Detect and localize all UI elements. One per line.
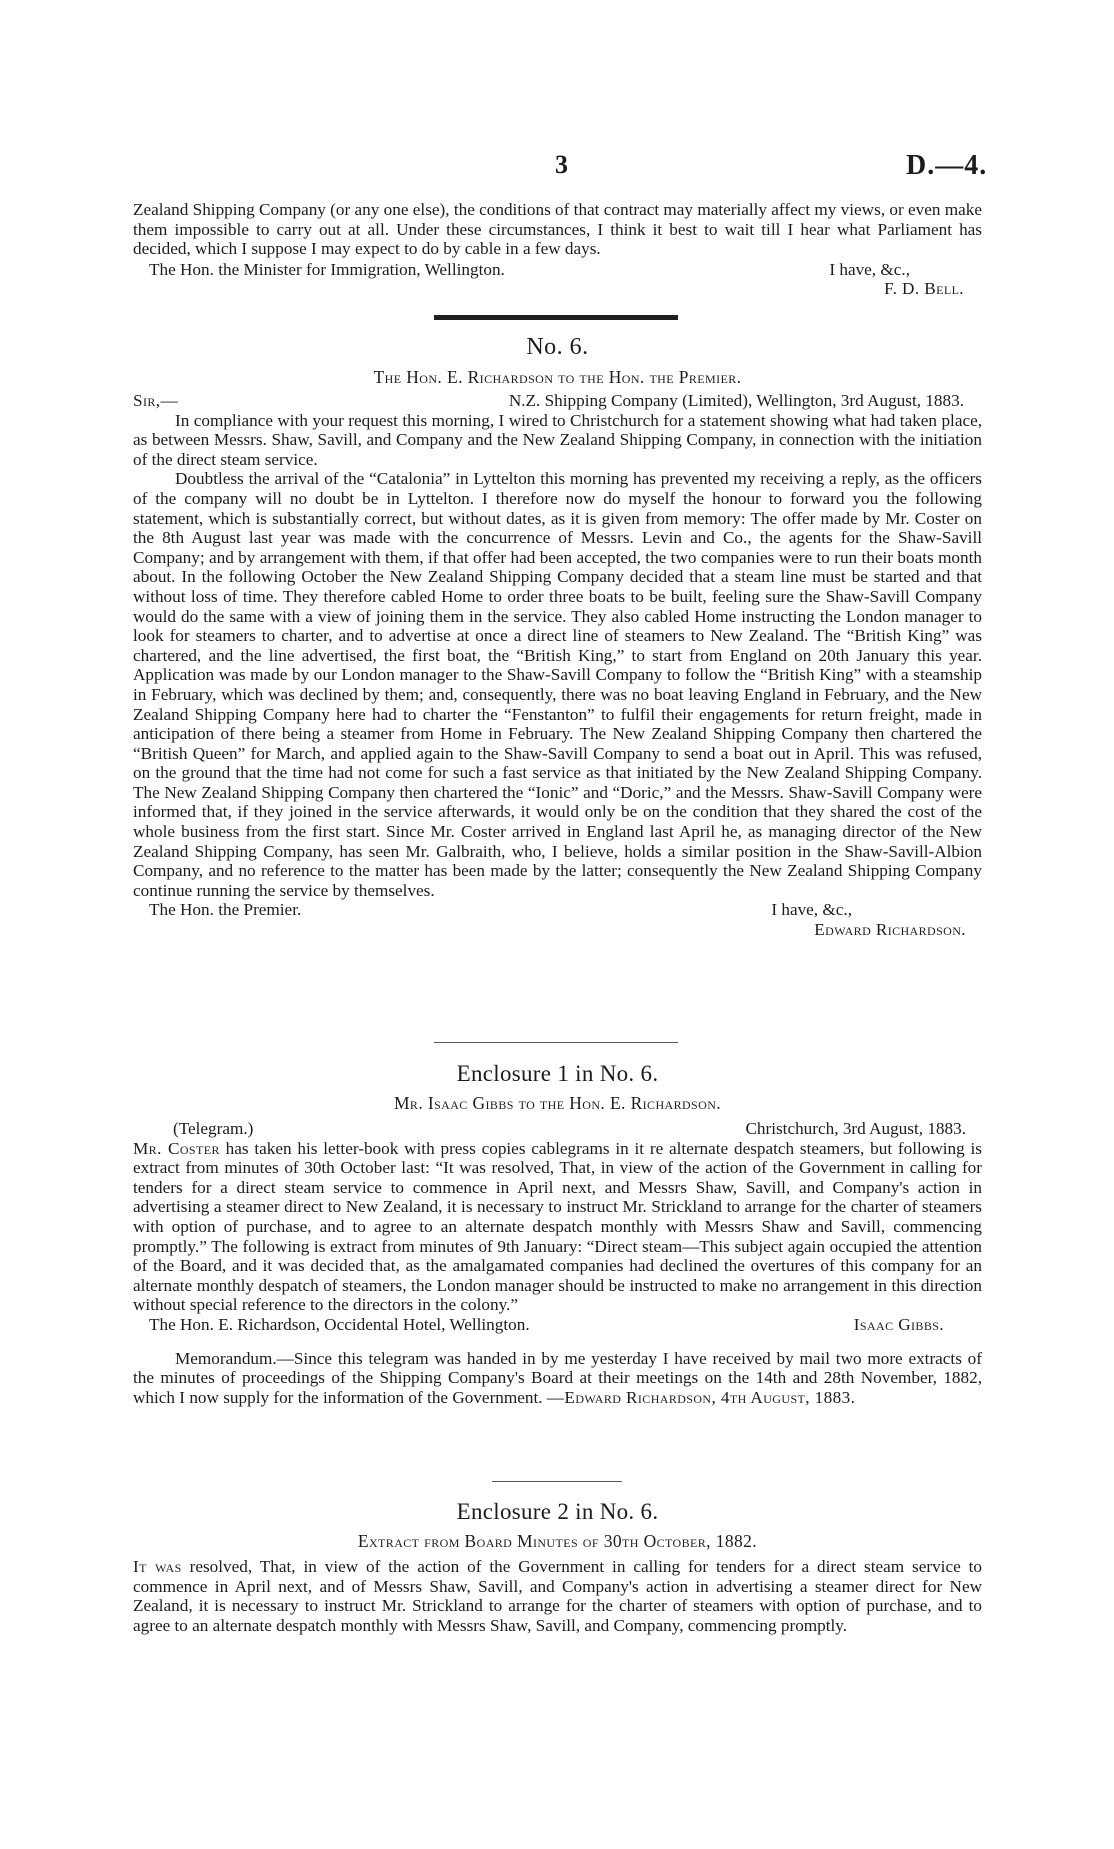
enclosure1-telegram-row [133,1119,982,1139]
intro-section [133,200,982,299]
enclosure1-memorandum [133,1349,982,1408]
enclosure1-paragraph [133,1139,982,1315]
enclosure2-section [133,1498,982,1635]
enclosure1-telegram-label: (Telegram.) [173,1119,254,1138]
enclosure1-memorandum-signature: —Edward Richardson, 4th August, 1883. [546,1387,856,1407]
no6-subheading: The Hon. E. Richardson to the Hon. the Premier. [373,367,742,387]
section-divider-heavy [434,315,678,320]
enclosure1-signature: Isaac Gibbs. [853,1314,944,1334]
intro-signature: F. D. Bell. [884,279,964,299]
enclosure2-heading: Enclosure 2 in No. 6. [456,1499,659,1524]
intro-signoff [133,260,982,299]
enclosure1-section [133,1060,982,1407]
no6-addressee: The Hon. the Premier. [149,900,302,920]
document-reference: D.—4. [906,150,988,181]
enclosure1-addressee: The Hon. E. Richardson, Occidental Hotel, Wellington. [149,1314,530,1334]
enclosure1-heading: Enclosure 1 in No. 6. [456,1061,659,1086]
no6-salutation: Sir,— [133,391,179,410]
intro-addressee: The Hon. the Minister for Immigration, Wellington. [149,259,505,279]
no6-section [133,333,982,940]
enclosure2-subheading: Extract from Board Minutes of 30th October, 1882. [357,1531,758,1551]
enclosure1-signoff [133,1315,982,1335]
page-number: 3 [555,150,568,179]
enclosure2-paragraph-text: resolved, That, in view of the action of the Government in calling for tenders for a direct steam service to commence in April next, and of Messrs Shaw, Savill, and Company's action in advertising a steamer direct for New Zealand, it is necessary to instruct Mr. Strickland to arrange for the charter of steamers with option of purchase, and to agree to an alternate despatch monthly with Messrs Shaw, Savill, and Company, commencing promptly. [133,1557,982,1635]
no6-paragraph-1: In compliance with your request this morning, I wired to Christchurch for a statement showing what had taken place, as between Messrs. Shaw, Savill, and Company and the New Zealand Shipping Company, in connection with the initiation of the direct steam service. [133,410,982,469]
enclosure2-lead-words: It was [133,1557,182,1576]
no6-heading: No. 6. [526,334,589,360]
no6-address-row [133,391,982,411]
no6-address-line: N.Z. Shipping Company (Limited), Wellington, 3rd August, 1883. [508,391,964,410]
intro-paragraph: Zealand Shipping Company (or any one else), the conditions of that contract may materially affect my views, or even make them impossible to carry out at all. Under these circumstances, I think it best to wait till I hear what Parliament has decided, which I suppose I may expect to do by cable in a few days. [133,200,982,259]
section-divider-short [492,1481,622,1482]
enclosure2-subheading-row [133,1531,982,1551]
enclosure2-paragraph [133,1557,982,1635]
no6-paragraph-2: Doubtless the arrival of the “Catalonia” in Lyttelton this morning has prevented my receiving a reply, as the officers of the company will no doubt be in Lyttelton. I therefore now do myself the honour to forward you the following statement, which is substantially correct, but without dates, as it is given from memory: The offer made by Mr. Coster on the 8th August last year was made with the concurrence of Messrs. Levin and Co., the agents for the Shaw-Savill Company; and by arrangement with them, if that offer had been accepted, the two companies were to run their boats month about. In the following October the New Zealand Shipping Company decided that a steam line must be started and that without loss of time. They therefore cabled Home to order three boats to be built, feeling sure the Shaw-Savill Company would do the same with a view of joining them in the service. They also cabled Home instructing the London manager to look for steamers to charter, and to advertise at once a direct line of steamers to New Zealand. The “British King” was chartered, and the line advertised, the first boat, the “British King,” to start from England on 20th January this year. Application was made by our London manager to the Shaw-Savill Company to follow the “British King” with a steamship in February, which was declined by them; and, consequently, there was no boat leaving England in February, and the New Zealand Shipping Company here had to charter the “Fenstanton” to fulfil their engagements for return freight, made in anticipation of there being a steamer from Home in February. The New Zealand Shipping Company then chartered the “British Queen” for March, and applied again to the Shaw-Savill Company to send a boat out in April. This was refused, on the ground that the time had not come for such a fast service as that initiated by the New Zealand Shipping Company. The New Zealand Shipping Company then chartered the “Ionic” and “Doric,” and the Messrs. Shaw-Savill Company were informed that, if they joined in the service afterwards, it would only be on the condition that they shared the cost of the whole business from the first start. Since Mr. Coster arrived in England last April he, as managing director of the New Zealand Shipping Company, has seen Mr. Galbraith, who, I believe, holds a similar position in the Shaw-Savill-Albion Company, and no reference to the matter has been made by the latter; consequently the New Zealand Shipping Company continue running the service by themselves. [133,469,982,900]
no6-closing: I have, &c., [771,900,852,920]
enclosure1-subheading: Mr. Isaac Gibbs to the Hon. E. Richardson. [393,1093,722,1113]
enclosure1-lead-name: Mr. Coster [133,1138,220,1158]
no6-signature: Edward Richardson. [814,920,966,940]
no6-signoff [133,900,982,939]
section-divider [434,1042,678,1043]
enclosure1-paragraph-text: has taken his letter-book with press copies cablegrams in it re alternate despatch steamers, but following is extract from minutes of 30th October last: “It was resolved, That, in view of the action of the Government in calling for tenders for a direct steam service to commence in April next, and Messrs Shaw, Savill, and Company's action in advertising a steamer direct to New Zealand, it is necessary to instruct Mr. Strickland to arrange for the charter of steamers with option of purchase, and to agree to an alternate despatch monthly with Messrs Shaw and Savill, commencing promptly.” The following is extract from minutes of 9th January: “Direct steam—This subject again occupied the attention of the Board, and it was decided that, as the amalgamated companies had declined the overtures of this company for an alternate monthly despatch of steamers, the London manager should be instructed to make no arrangement in this direction without special reference to the directors in the colony.” [133,1138,982,1315]
enclosure1-place-date: Christchurch, 3rd August, 1883. [745,1119,966,1138]
intro-closing: I have, &c., [829,259,910,279]
enclosure1-memorandum-text: Memorandum.—Since this telegram was handed in by me yesterday I have received by mail two more extracts of the minutes of proceedings of the Shipping Company's Board at their meetings on the 14th and 28th November, 1882, which I now supply for the information of the Government. [133,1348,982,1407]
